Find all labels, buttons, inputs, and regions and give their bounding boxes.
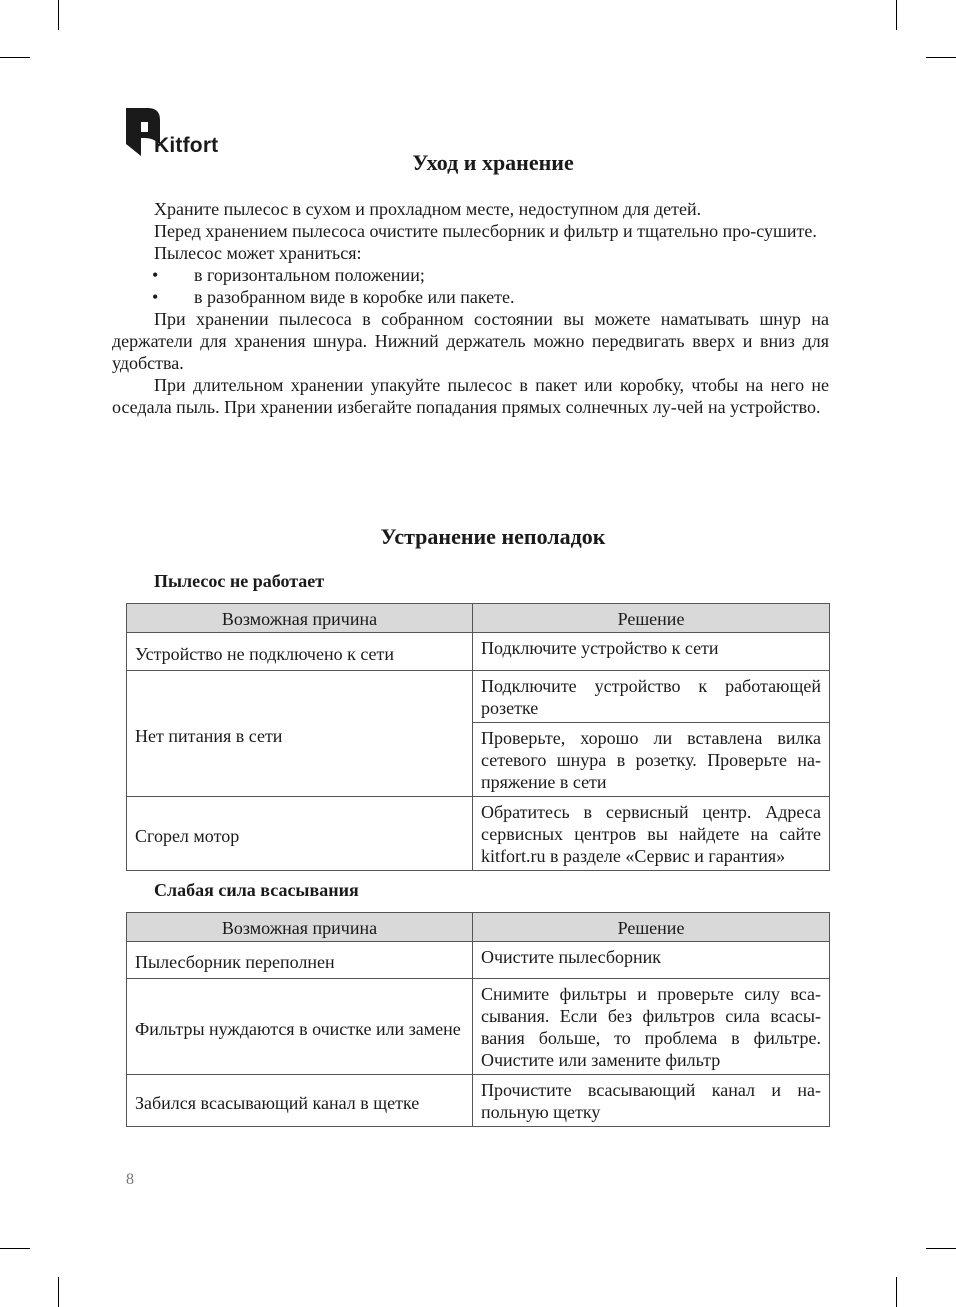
table-row (127, 942, 830, 979)
solution-cell: Обратитесь в сервисный центр. Адреса сервисных центров вы найдете на сайте kitfort.ru в разделе «Сервис и гарантия» (473, 797, 830, 871)
cause-cell: Нет питания в сети (127, 671, 473, 797)
care-paragraph: Храните пылесос в сухом и прохладном месте, недоступном для детей. (154, 199, 702, 219)
solution-cell: Очистите пылесборник (473, 942, 830, 979)
table-row (127, 633, 830, 671)
table-header-row (127, 604, 830, 633)
cause-cell: Забился всасывающий канал в щетке (127, 1075, 473, 1127)
table-row (127, 979, 830, 1075)
troubleshooting-title: Устранение неполадок (380, 524, 606, 549)
table-row (127, 797, 830, 871)
crop-mark (58, 0, 59, 30)
crop-mark (0, 57, 30, 58)
page-number: 8 (126, 1171, 134, 1188)
header-solution: Решение (473, 604, 830, 633)
troubleshooting-table-weak-suction (126, 912, 830, 1127)
bullet-marker: • (152, 265, 159, 285)
care-paragraph: При хранении пылесоса в собранном состоянии вы можете наматывать шнур на держатели для хранения шнура. Нижний держатель можно передвигать вверх и вниз для удобства. (112, 309, 829, 373)
table2-heading: Слабая сила всасывания (154, 880, 359, 900)
care-paragraph: При длительном хранении упакуйте пылесос в пакет или коробку, чтобы на него не оседала пыль. При хранении избегайте попадания прямых солнечных лу-чей на устройство. (112, 375, 829, 417)
cause-cell: Устройство не подключено к сети (127, 633, 473, 671)
table-row (127, 1075, 830, 1127)
cause-cell: Пылесборник переполнен (127, 942, 473, 979)
care-paragraph: Пылесос может храниться: (154, 243, 362, 263)
list-item-text: в разобранном виде в коробке или пакете. (194, 287, 515, 307)
solution-cell: Подключите устройство к работающей розетке (473, 671, 830, 723)
crop-mark (896, 0, 897, 30)
care-paragraph: Перед хранением пылесоса очистите пылесборник и фильтр и тщательно про-сушите. (154, 221, 817, 241)
care-section (112, 198, 829, 418)
cause-cell: Сгорел мотор (127, 797, 473, 871)
cause-cell: Фильтры нуждаются в очистке или замене (127, 979, 473, 1075)
care-title: Уход и хранение (412, 150, 574, 175)
table1-heading: Пылесос не работает (154, 571, 325, 591)
list-item (112, 264, 829, 286)
header-solution: Решение (473, 913, 830, 942)
bullet-marker: • (152, 287, 159, 307)
list-item-text: в горизонтальном положении; (194, 265, 425, 285)
troubleshooting-table-not-working (126, 603, 830, 871)
header-cause: Возможная причина (127, 604, 473, 633)
crop-mark (896, 1277, 897, 1307)
crop-mark (926, 57, 956, 58)
crop-mark (58, 1277, 59, 1307)
solution-cell: Снимите фильтры и проверьте силу вса-сывания. Если без фильтров сила всасы-вания больше, то проблема в фильтре. Очистите или замените фильтр (473, 979, 830, 1075)
solution-cell: Прочистите всасывающий канал и на-польную щетку (473, 1075, 830, 1127)
table-header-row (127, 913, 830, 942)
solution-cell: Проверьте, хорошо ли вставлена вилка сетевого шнура в розетку. Проверьте на-пряжение в сети (473, 723, 830, 797)
table-row (127, 671, 830, 723)
solution-cell: Подключите устройство к сети (473, 633, 830, 671)
list-item (112, 286, 829, 308)
header-cause: Возможная причина (127, 913, 473, 942)
brand-name: Kitfort (154, 134, 219, 157)
crop-mark (926, 1248, 956, 1249)
crop-mark (0, 1248, 30, 1249)
